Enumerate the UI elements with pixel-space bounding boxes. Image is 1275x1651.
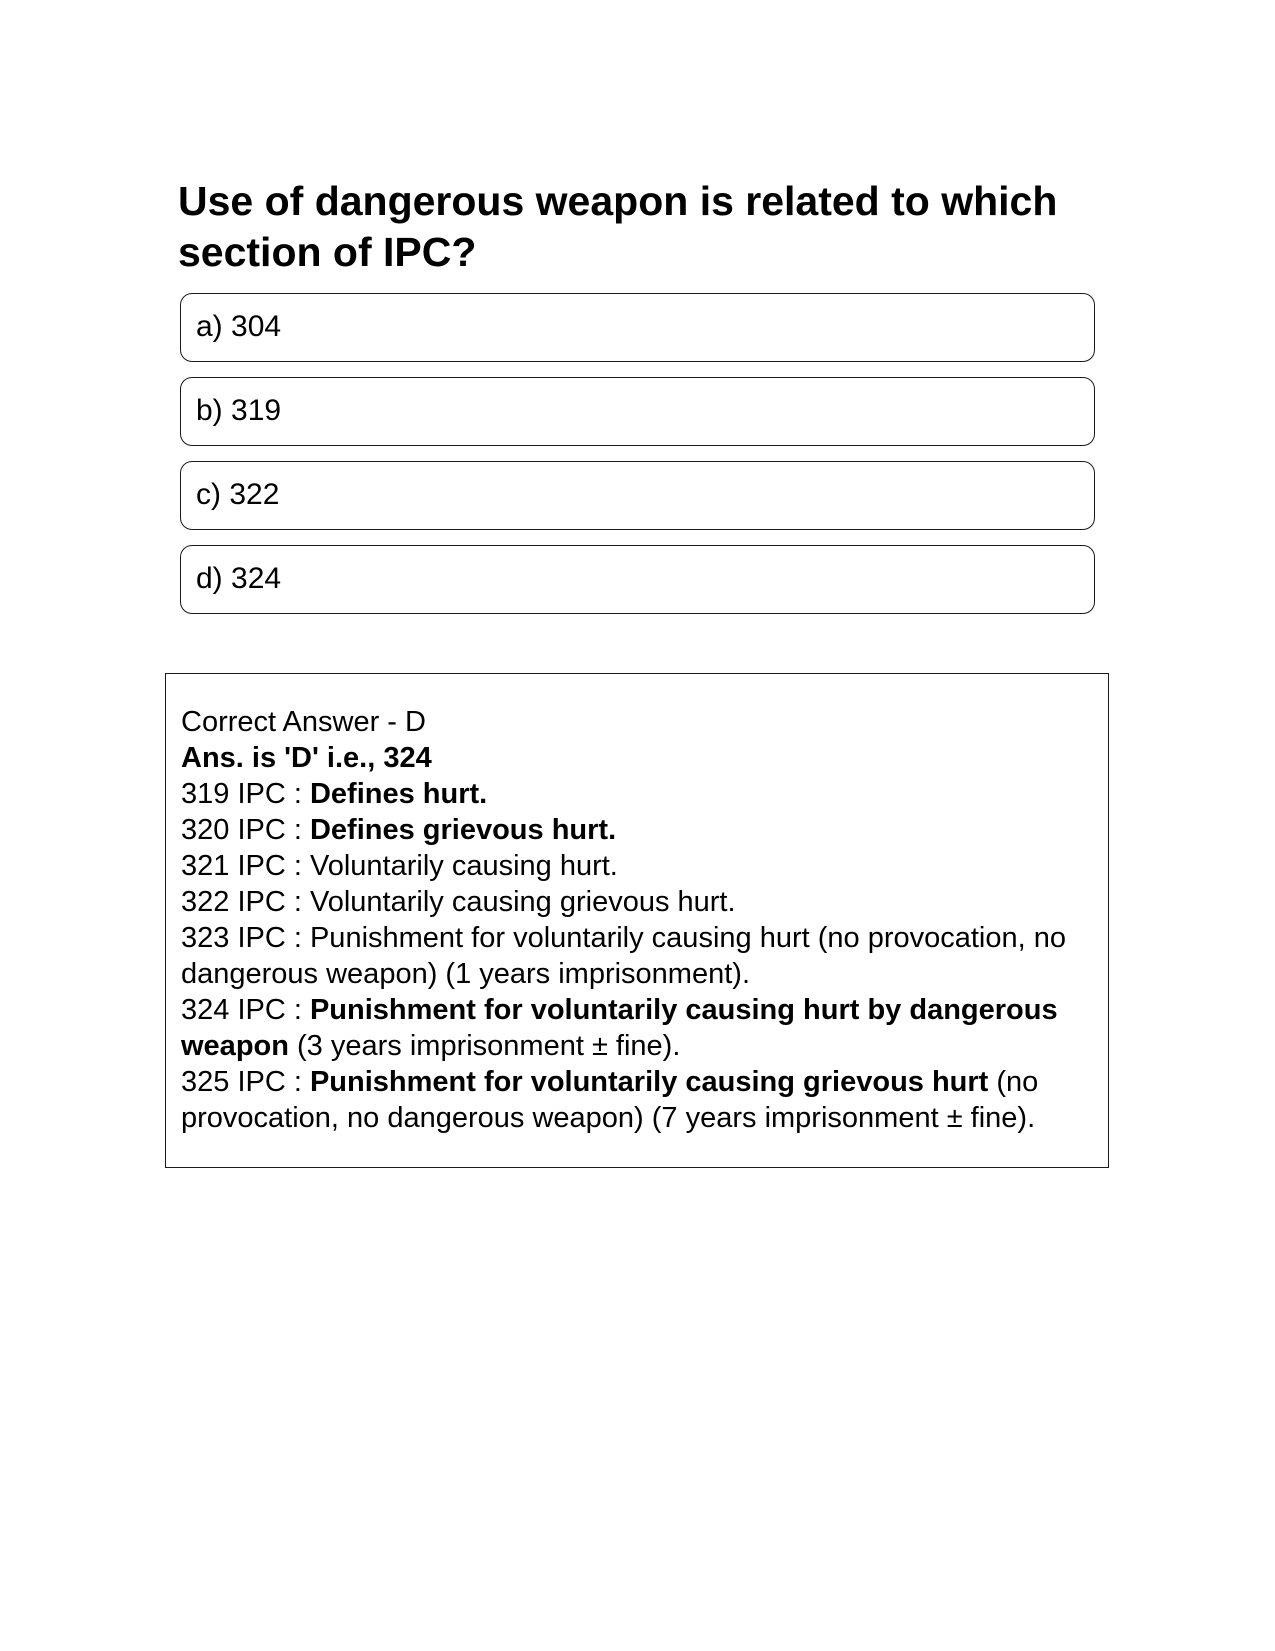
section-rest-text: (3 years imprisonment ± fine). — [288, 1030, 681, 1062]
option-d[interactable]: d) 324 — [180, 545, 1095, 614]
section-line-319 — [181, 776, 1094, 812]
section-line-320 — [181, 812, 1094, 848]
section-code: 321 IPC : — [181, 850, 310, 882]
section-rest-text: Voluntarily causing grievous hurt. — [309, 886, 736, 918]
section-code: 325 IPC : — [181, 1066, 310, 1098]
section-line-324 — [181, 992, 1094, 1064]
option-b[interactable]: b) 319 — [180, 377, 1095, 446]
answer-explanation-box — [165, 673, 1109, 1168]
section-code: 320 IPC : — [181, 814, 310, 846]
section-rest-text: (no provocation, no dangerous weapon) (7 years imprisonment ± fine). — [181, 1066, 1039, 1134]
answer-summary-line — [181, 740, 1094, 776]
section-code: 323 IPC : — [181, 922, 310, 954]
options-list — [180, 293, 1095, 629]
question-title: Use of dangerous weapon is related to which section of IPC? — [178, 178, 1058, 275]
option-c[interactable]: c) 322 — [180, 461, 1095, 530]
section-line-325 — [181, 1064, 1094, 1136]
section-rest-text: Punishment for voluntarily causing hurt (no provocation, no dangerous weapon) (1 years imprisonment). — [181, 922, 1066, 990]
section-line-321 — [181, 848, 1094, 884]
section-code: 319 IPC : — [181, 778, 310, 810]
section-code: 322 IPC : — [181, 886, 310, 918]
section-bold-text: Defines hurt. — [309, 778, 488, 810]
section-bold-text: Defines grievous hurt. — [309, 814, 617, 846]
section-bold-text: Punishment for voluntarily causing grievous hurt — [309, 1066, 989, 1098]
answer-summary-text: Ans. is 'D' i.e., 324 — [181, 742, 432, 774]
section-rest-text: Voluntarily causing hurt. — [309, 850, 618, 882]
section-line-322 — [181, 884, 1094, 920]
section-bold-text: Punishment for voluntarily causing hurt by dangerous weapon — [181, 994, 1058, 1062]
correct-answer-line: Correct Answer - D — [181, 706, 426, 738]
section-code: 324 IPC : — [181, 994, 310, 1026]
section-line-323 — [181, 920, 1094, 992]
option-a[interactable]: a) 304 — [180, 293, 1095, 362]
